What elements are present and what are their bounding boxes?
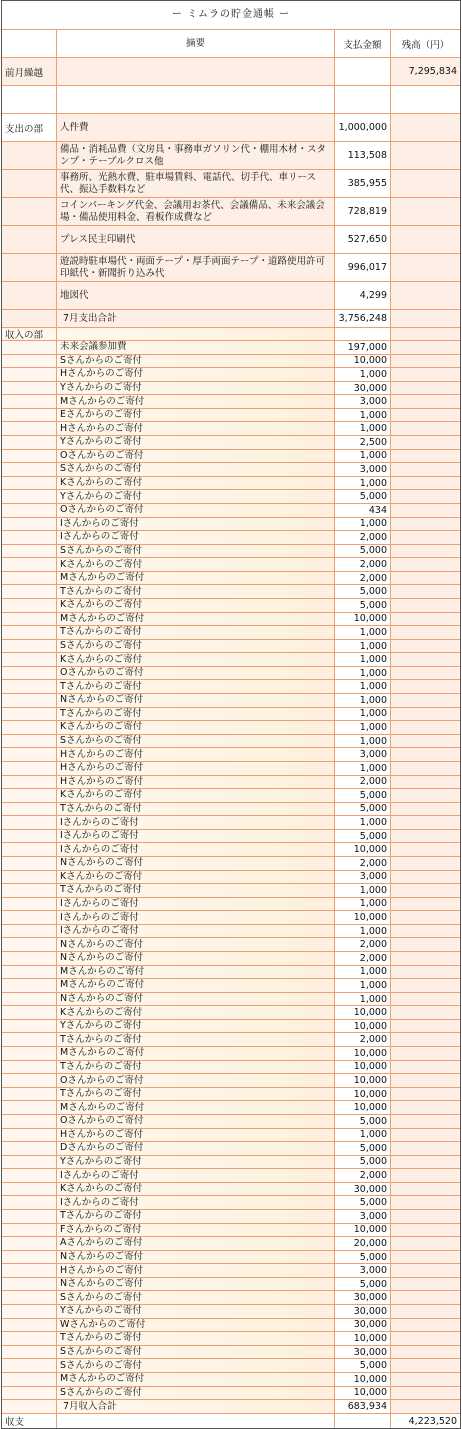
income-row — [2, 626, 460, 640]
income-description: Sさんからのご寄付 — [57, 640, 335, 653]
income-description: Iさんからのご寄付 — [57, 830, 335, 843]
income-description: Kさんからのご寄付 — [57, 1183, 335, 1196]
income-row — [2, 1224, 460, 1238]
expense-row — [2, 282, 460, 310]
income-description: Tさんからのご寄付 — [57, 585, 335, 598]
income-description: Kさんからのご寄付 — [57, 1006, 335, 1019]
income-description: Iさんからのご寄付 — [57, 898, 335, 911]
income-description: Hさんからのご寄付 — [57, 748, 335, 761]
income-row — [2, 409, 460, 423]
income-row — [2, 1129, 460, 1143]
expense-description: コインパーキング代金、会議用お茶代、会議備品、未来会議会場・備品使用料金、看板作成費など — [57, 198, 335, 225]
income-section — [2, 328, 460, 1414]
income-description: Dさんからのご寄付 — [57, 1142, 335, 1155]
income-amount: 10,000 — [335, 1020, 391, 1033]
expense-row — [2, 142, 460, 170]
expense-total: 3,756,248 — [335, 310, 391, 327]
income-description: Mさんからのご寄付 — [57, 613, 335, 626]
income-amount: 30,000 — [335, 1291, 391, 1304]
expense-amount: 385,955 — [335, 170, 391, 197]
income-amount: 3,000 — [335, 395, 391, 408]
expense-amount: 4,299 — [335, 282, 391, 309]
balance-value: 4,223,520 — [391, 1414, 460, 1428]
income-amount: 30,000 — [335, 382, 391, 395]
income-row — [2, 518, 460, 532]
income-amount: 3,000 — [335, 1264, 391, 1277]
income-description: Kさんからのご寄付 — [57, 721, 335, 734]
income-amount: 5,000 — [335, 1196, 391, 1209]
income-amount: 5,000 — [335, 599, 391, 612]
income-description: Hさんからのご寄付 — [57, 762, 335, 775]
income-amount: 1,000 — [335, 680, 391, 693]
income-amount: 30,000 — [335, 1346, 391, 1359]
income-description: Sさんからのご寄付 — [57, 1387, 335, 1400]
income-row — [2, 1115, 460, 1129]
income-amount: 5,000 — [335, 789, 391, 802]
income-row — [2, 803, 460, 817]
income-row — [2, 1169, 460, 1183]
income-amount: 2,000 — [335, 1033, 391, 1046]
income-amount: 2,500 — [335, 436, 391, 449]
income-row — [2, 531, 460, 545]
income-description: Tさんからのご寄付 — [57, 803, 335, 816]
income-row — [2, 993, 460, 1007]
income-row — [2, 463, 460, 477]
income-amount: 1,000 — [335, 816, 391, 829]
income-description: Mさんからのご寄付 — [57, 1047, 335, 1060]
income-row — [2, 640, 460, 654]
expense-total-label: 7月支出合計 — [57, 310, 335, 327]
income-description: Kさんからのご寄付 — [57, 871, 335, 884]
income-row — [2, 1088, 460, 1102]
income-row — [2, 1278, 460, 1292]
income-description: Tさんからのご寄付 — [57, 1033, 335, 1046]
income-amount: 2,000 — [335, 558, 391, 571]
income-amount: 1,000 — [335, 979, 391, 992]
income-amount: 10,000 — [335, 1387, 391, 1400]
income-row — [2, 1020, 460, 1034]
income-description: Tさんからのご寄付 — [57, 708, 335, 721]
income-description: Iさんからのご寄付 — [57, 911, 335, 924]
income-row — [2, 979, 460, 993]
income-description: Yさんからのご寄付 — [57, 1156, 335, 1169]
income-amount: 10,000 — [335, 1088, 391, 1101]
income-description: Eさんからのご寄付 — [57, 409, 335, 422]
income-amount: 10,000 — [335, 613, 391, 626]
expense-row — [2, 226, 460, 254]
income-row — [2, 680, 460, 694]
income-row — [2, 1006, 460, 1020]
header-balance: 残高（円） — [391, 30, 460, 57]
income-description: Tさんからのご寄付 — [57, 1332, 335, 1345]
income-amount: 1,000 — [335, 735, 391, 748]
income-description: Aさんからのご寄付 — [57, 1237, 335, 1250]
income-description: Tさんからのご寄付 — [57, 1210, 335, 1223]
income-row — [2, 1196, 460, 1210]
income-amount: 1,000 — [335, 450, 391, 463]
income-row — [2, 884, 460, 898]
income-amount: 10,000 — [335, 1224, 391, 1237]
income-amount: 10,000 — [335, 911, 391, 924]
income-row — [2, 599, 460, 613]
income-description: Kさんからのご寄付 — [57, 599, 335, 612]
income-description: Sさんからのご寄付 — [57, 355, 335, 368]
income-amount: 10,000 — [335, 1006, 391, 1019]
income-row — [2, 1373, 460, 1387]
income-row — [2, 572, 460, 586]
income-description: Yさんからのご寄付 — [57, 1305, 335, 1318]
income-description: Yさんからのご寄付 — [57, 1020, 335, 1033]
income-description: Tさんからのご寄付 — [57, 1061, 335, 1074]
income-description: Nさんからのご寄付 — [57, 938, 335, 951]
income-description: Sさんからのご寄付 — [57, 1291, 335, 1304]
income-row — [2, 816, 460, 830]
income-amount: 10,000 — [335, 1074, 391, 1087]
income-description: Mさんからのご寄付 — [57, 966, 335, 979]
income-row — [2, 1264, 460, 1278]
income-row — [2, 1346, 460, 1360]
income-description: Nさんからのご寄付 — [57, 694, 335, 707]
income-description: Kさんからのご寄付 — [57, 789, 335, 802]
income-row — [2, 1359, 460, 1373]
income-description: Yさんからのご寄付 — [57, 490, 335, 503]
income-row — [2, 735, 460, 749]
income-description: Kさんからのご寄付 — [57, 558, 335, 571]
income-amount: 10,000 — [335, 355, 391, 368]
income-description: Tさんからのご寄付 — [57, 1088, 335, 1101]
income-amount: 5,000 — [335, 1156, 391, 1169]
income-amount: 5,000 — [335, 1251, 391, 1264]
income-amount: 1,000 — [335, 653, 391, 666]
income-amount: 3,000 — [335, 871, 391, 884]
expense-row — [2, 254, 460, 282]
income-description: Mさんからのご寄付 — [57, 1373, 335, 1386]
income-row — [2, 721, 460, 735]
income-description: Oさんからのご寄付 — [57, 504, 335, 517]
carry-row — [2, 58, 460, 86]
income-description: Iさんからのご寄付 — [57, 518, 335, 531]
income-row — [2, 1319, 460, 1333]
income-row — [2, 1332, 460, 1346]
income-row — [2, 1142, 460, 1156]
income-row — [2, 1237, 460, 1251]
income-row — [2, 558, 460, 572]
income-row — [2, 830, 460, 844]
income-description: Mさんからのご寄付 — [57, 979, 335, 992]
income-total-label: 7月収入合計 — [57, 1400, 335, 1413]
income-row — [2, 1183, 460, 1197]
income-amount: 1,000 — [335, 640, 391, 653]
income-description: Nさんからのご寄付 — [57, 993, 335, 1006]
expense-description: プレス民主印刷代 — [57, 226, 335, 253]
income-amount: 1,000 — [335, 925, 391, 938]
balance-row — [2, 1414, 460, 1428]
income-amount: 1,000 — [335, 422, 391, 435]
income-description: Hさんからのご寄付 — [57, 1264, 335, 1277]
income-amount: 30,000 — [335, 1305, 391, 1318]
expense-description: 遊説時駐車場代・両面テープ・厚手両面テープ・道路使用許可印紙代・新聞折り込み代 — [57, 254, 335, 281]
header-section-cell — [2, 30, 57, 57]
income-amount: 1,000 — [335, 966, 391, 979]
income-amount: 1,000 — [335, 762, 391, 775]
income-amount: 1,000 — [335, 1129, 391, 1142]
income-row — [2, 871, 460, 885]
income-amount: 1,000 — [335, 721, 391, 734]
income-row — [2, 1074, 460, 1088]
income-row — [2, 1061, 460, 1075]
income-amount: 1,000 — [335, 884, 391, 897]
expense-amount: 1,000,000 — [335, 114, 391, 141]
income-amount: 1,000 — [335, 708, 391, 721]
income-total-row — [2, 1400, 460, 1414]
income-description: Nさんからのご寄付 — [57, 1278, 335, 1291]
expense-description: 事務所、光熱水費、駐車場賃料、電話代、切手代、車リース代、振込手数料など — [57, 170, 335, 197]
income-row — [2, 382, 460, 396]
income-amount: 1,000 — [335, 409, 391, 422]
income-description: Hさんからのご寄付 — [57, 368, 335, 381]
income-row — [2, 545, 460, 559]
income-amount: 5,000 — [335, 1359, 391, 1372]
income-description: Wさんからのご寄付 — [57, 1319, 335, 1332]
income-amount: 10,000 — [335, 843, 391, 856]
income-description: Fさんからのご寄付 — [57, 1224, 335, 1237]
income-row — [2, 857, 460, 871]
income-amount: 5,000 — [335, 585, 391, 598]
income-row — [2, 436, 460, 450]
income-row — [2, 789, 460, 803]
income-amount: 3,000 — [335, 1210, 391, 1223]
expense-amount: 113,508 — [335, 142, 391, 169]
income-description: Hさんからのご寄付 — [57, 422, 335, 435]
income-row — [2, 1033, 460, 1047]
income-amount: 10,000 — [335, 1373, 391, 1386]
carry-label: 前月繰越 — [2, 58, 57, 85]
income-amount: 1,000 — [335, 667, 391, 680]
header-summary: 摘要 — [57, 30, 335, 57]
income-header-row — [2, 328, 460, 341]
income-description: Iさんからのご寄付 — [57, 816, 335, 829]
income-row — [2, 1156, 460, 1170]
income-row — [2, 938, 460, 952]
income-row — [2, 653, 460, 667]
income-amount: 20,000 — [335, 1237, 391, 1250]
income-amount: 5,000 — [335, 1278, 391, 1291]
income-description: Iさんからのご寄付 — [57, 925, 335, 938]
income-amount: 5,000 — [335, 1115, 391, 1128]
income-section-label: 収入の部 — [2, 328, 57, 340]
income-amount: 1,000 — [335, 898, 391, 911]
expense-description: 備品・消耗品費（文房具・事務車ガソリン代・棚用木材・スタンプ・テーブルクロス他 — [57, 142, 335, 169]
income-row — [2, 613, 460, 627]
expense-description: 人件費 — [57, 114, 335, 141]
income-amount: 5,000 — [335, 490, 391, 503]
income-description: Iさんからのご寄付 — [57, 1196, 335, 1209]
income-row — [2, 422, 460, 436]
income-row — [2, 1251, 460, 1265]
income-description: Sさんからのご寄付 — [57, 545, 335, 558]
income-row — [2, 504, 460, 518]
income-amount: 30,000 — [335, 1183, 391, 1196]
income-amount: 10,000 — [335, 1101, 391, 1114]
income-row — [2, 966, 460, 980]
expense-spacer-row — [2, 86, 460, 114]
income-amount: 5,000 — [335, 830, 391, 843]
income-description: Oさんからのご寄付 — [57, 450, 335, 463]
income-row — [2, 355, 460, 369]
income-row — [2, 395, 460, 409]
income-description: Yさんからのご寄付 — [57, 382, 335, 395]
income-amount: 2,000 — [335, 776, 391, 789]
income-row — [2, 1291, 460, 1305]
income-row — [2, 1101, 460, 1115]
income-description: Mさんからのご寄付 — [57, 1101, 335, 1114]
income-row — [2, 911, 460, 925]
income-amount: 3,000 — [335, 748, 391, 761]
income-row — [2, 776, 460, 790]
income-row — [2, 843, 460, 857]
income-amount: 5,000 — [335, 803, 391, 816]
income-description: Oさんからのご寄付 — [57, 1074, 335, 1087]
expense-total-row — [2, 310, 460, 328]
income-row — [2, 667, 460, 681]
income-amount: 1,000 — [335, 993, 391, 1006]
income-amount: 2,000 — [335, 952, 391, 965]
income-amount: 1,000 — [335, 477, 391, 490]
income-description: Iさんからのご寄付 — [57, 1169, 335, 1182]
income-amount: 1,000 — [335, 518, 391, 531]
income-amount: 1,000 — [335, 694, 391, 707]
income-amount: 10,000 — [335, 1061, 391, 1074]
expense-description: 地図代 — [57, 282, 335, 309]
income-amount: 1,000 — [335, 626, 391, 639]
page-title: ー ミムラの貯金通帳 ー — [2, 1, 460, 30]
income-total: 683,934 — [335, 1400, 391, 1413]
expense-amount: 527,650 — [335, 226, 391, 253]
passbook-table — [1, 0, 461, 1429]
income-row — [2, 748, 460, 762]
income-amount: 434 — [335, 504, 391, 517]
income-amount: 2,000 — [335, 572, 391, 585]
income-amount: 197,000 — [335, 341, 391, 354]
income-description: Sさんからのご寄付 — [57, 1359, 335, 1372]
income-amount: 2,000 — [335, 531, 391, 544]
income-description: Iさんからのご寄付 — [57, 843, 335, 856]
income-description: Sさんからのご寄付 — [57, 463, 335, 476]
expense-row — [2, 114, 460, 142]
income-row — [2, 1047, 460, 1061]
income-amount: 5,000 — [335, 1142, 391, 1155]
header-expense: 支払金額 — [335, 30, 391, 57]
income-description: Nさんからのご寄付 — [57, 1251, 335, 1264]
income-description: Tさんからのご寄付 — [57, 884, 335, 897]
expense-section-label: 支出の部 — [2, 114, 57, 141]
income-row — [2, 925, 460, 939]
expense-row — [2, 170, 460, 198]
income-amount: 5,000 — [335, 545, 391, 558]
income-description: Oさんからのご寄付 — [57, 1115, 335, 1128]
income-amount: 10,000 — [335, 1047, 391, 1060]
expense-section — [2, 114, 460, 328]
expense-row — [2, 198, 460, 226]
income-amount: 1,000 — [335, 368, 391, 381]
income-row — [2, 341, 460, 355]
expense-amount: 996,017 — [335, 254, 391, 281]
income-amount: 2,000 — [335, 1169, 391, 1182]
income-description: Nさんからのご寄付 — [57, 952, 335, 965]
income-row — [2, 585, 460, 599]
income-description: Hさんからのご寄付 — [57, 1129, 335, 1142]
income-row — [2, 1305, 460, 1319]
income-description: Iさんからのご寄付 — [57, 531, 335, 544]
income-amount: 10,000 — [335, 1332, 391, 1345]
income-description: Sさんからのご寄付 — [57, 735, 335, 748]
income-amount: 3,000 — [335, 463, 391, 476]
income-row — [2, 762, 460, 776]
balance-label: 収支 — [2, 1414, 57, 1428]
income-row — [2, 708, 460, 722]
income-amount: 30,000 — [335, 1319, 391, 1332]
income-row — [2, 694, 460, 708]
income-description: Tさんからのご寄付 — [57, 680, 335, 693]
income-row — [2, 1387, 460, 1401]
table-header — [2, 30, 460, 58]
income-description: Kさんからのご寄付 — [57, 653, 335, 666]
income-description: Tさんからのご寄付 — [57, 626, 335, 639]
income-description: Sさんからのご寄付 — [57, 1346, 335, 1359]
income-description: Hさんからのご寄付 — [57, 776, 335, 789]
income-description: Mさんからのご寄付 — [57, 395, 335, 408]
income-amount: 2,000 — [335, 938, 391, 951]
income-row — [2, 450, 460, 464]
income-amount: 2,000 — [335, 857, 391, 870]
income-description: Oさんからのご寄付 — [57, 667, 335, 680]
income-description: Mさんからのご寄付 — [57, 572, 335, 585]
income-row — [2, 1210, 460, 1224]
income-row — [2, 368, 460, 382]
income-description: Kさんからのご寄付 — [57, 477, 335, 490]
income-row — [2, 952, 460, 966]
income-description: Nさんからのご寄付 — [57, 857, 335, 870]
income-row — [2, 477, 460, 491]
income-row — [2, 490, 460, 504]
carry-balance: 7,295,834 — [391, 58, 460, 85]
income-description: Yさんからのご寄付 — [57, 436, 335, 449]
income-row — [2, 898, 460, 912]
income-description: 未来会議参加費 — [57, 341, 335, 354]
expense-amount: 728,819 — [335, 198, 391, 225]
